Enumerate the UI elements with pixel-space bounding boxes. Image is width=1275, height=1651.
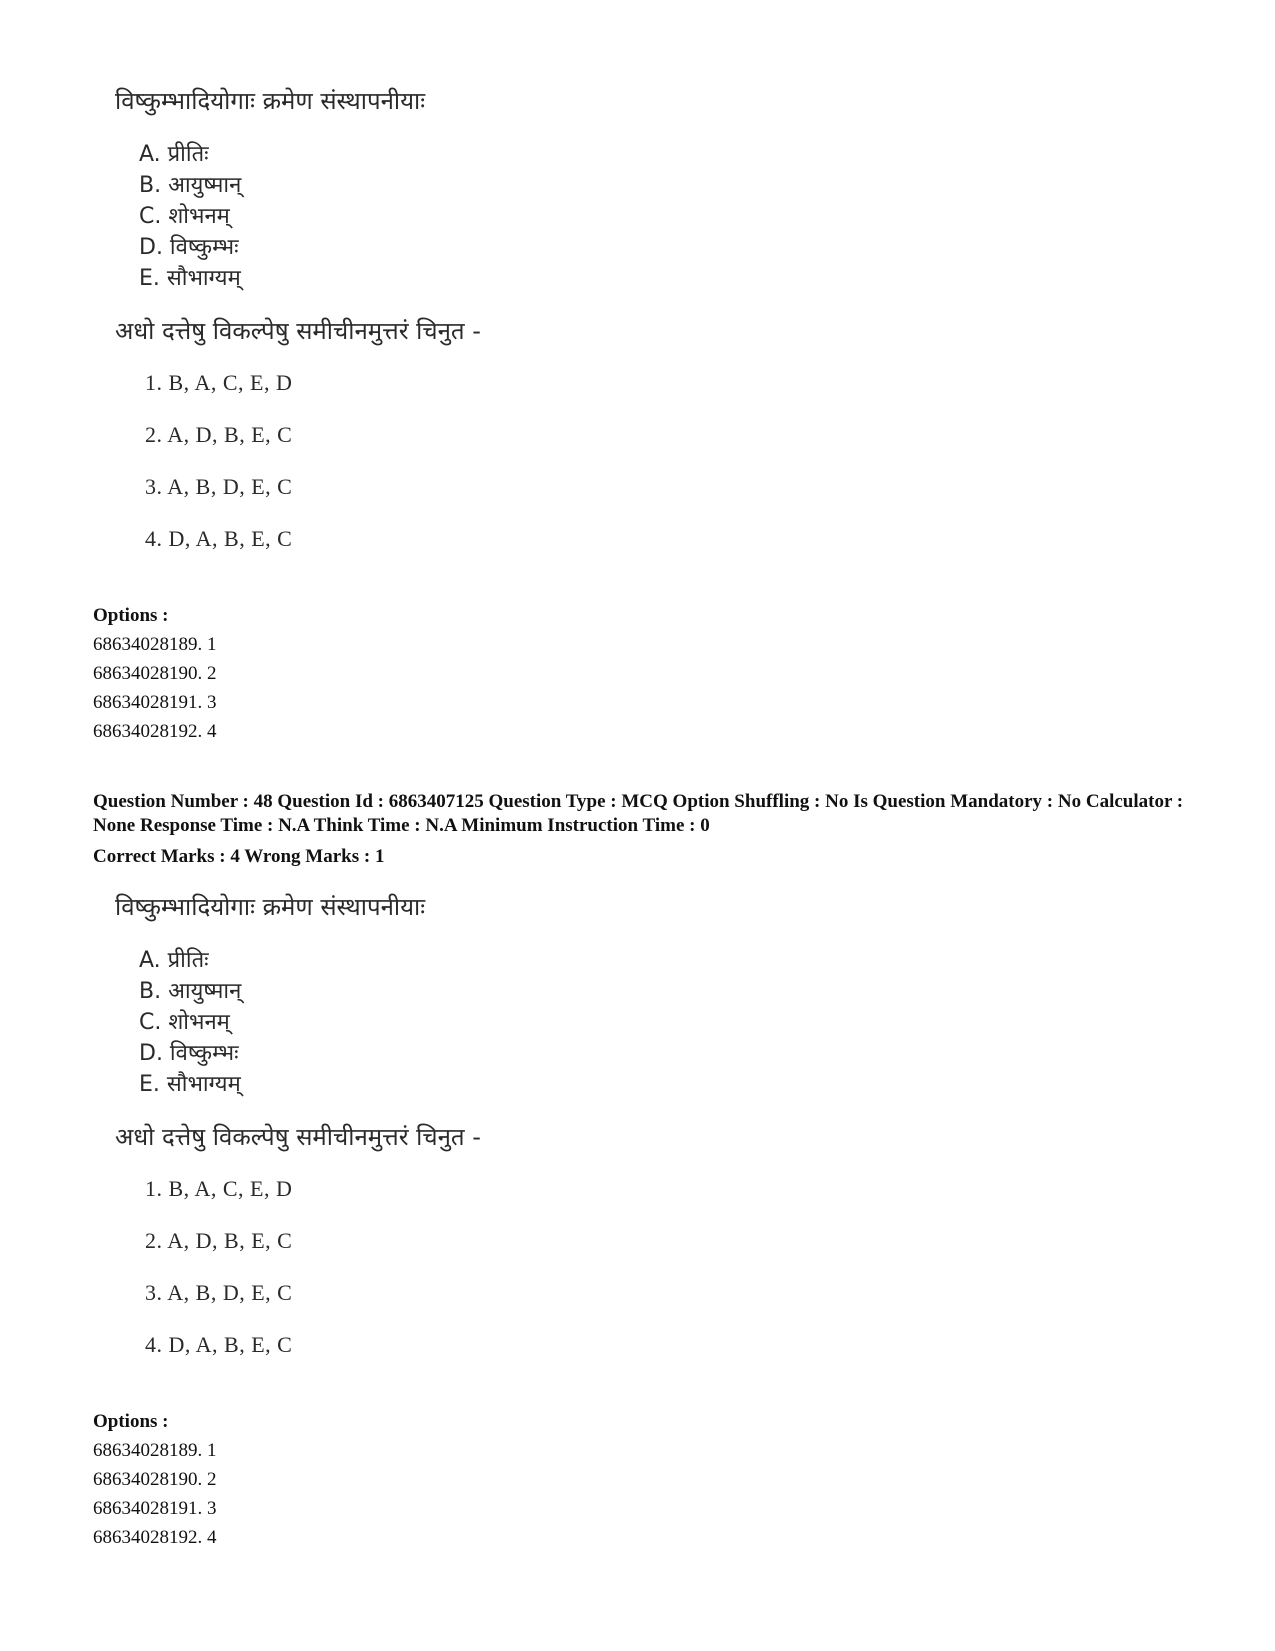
option-row: 68634028189. 1 xyxy=(93,634,217,655)
list-item: A. प्रीतिः xyxy=(139,948,209,973)
question-meta: Question Number : 48 Question Id : 6863407125 Question Type : MCQ Option Shuffling : No Is Question Mandatory : No Calculator : None Response Time : N.A Think Time : N.A Minimum Instruction Time : 0 xyxy=(93,791,1184,836)
list-item: E. सौभाग्यम् xyxy=(139,1072,241,1097)
question-heading: विष्कुम्भादियोगाः क्रमेण संस्थापनीयाः xyxy=(115,893,426,921)
option-row: 68634028191. 3 xyxy=(93,1498,217,1519)
list-item: D. विष्कुम्भः xyxy=(139,1041,239,1066)
answer-choice: 2. A, D, B, E, C xyxy=(145,422,293,447)
option-row: 68634028192. 4 xyxy=(93,721,217,742)
option-row: 68634028192. 4 xyxy=(93,1527,217,1548)
option-row: 68634028189. 1 xyxy=(93,1440,217,1461)
option-row: 68634028190. 2 xyxy=(93,1469,217,1490)
option-row: 68634028191. 3 xyxy=(93,692,217,713)
question-prompt: अधो दत्तेषु विकल्पेषु समीचीनमुत्तरं चिनुत - xyxy=(115,317,481,345)
answer-choice: 3. A, B, D, E, C xyxy=(145,1280,293,1305)
answer-choice: 4. D, A, B, E, C xyxy=(145,1332,293,1357)
list-item: B. आयुष्मान् xyxy=(139,979,242,1004)
marks-meta: Correct Marks : 4 Wrong Marks : 1 xyxy=(93,846,385,867)
list-item: B. आयुष्मान् xyxy=(139,173,242,198)
answer-choice: 1. B, A, C, E, D xyxy=(145,370,293,395)
list-item: E. सौभाग्यम् xyxy=(139,266,241,291)
list-item: C. शोभनम् xyxy=(139,204,230,229)
question-heading: विष्कुम्भादियोगाः क्रमेण संस्थापनीयाः xyxy=(115,87,426,115)
options-label: Options : xyxy=(93,1411,169,1432)
options-label: Options : xyxy=(93,605,169,626)
option-row: 68634028190. 2 xyxy=(93,663,217,684)
list-item: A. प्रीतिः xyxy=(139,142,209,167)
question-prompt: अधो दत्तेषु विकल्पेषु समीचीनमुत्तरं चिनुत - xyxy=(115,1123,481,1151)
list-item: C. शोभनम् xyxy=(139,1010,230,1035)
answer-choice: 1. B, A, C, E, D xyxy=(145,1176,293,1201)
answer-choice: 4. D, A, B, E, C xyxy=(145,526,293,551)
answer-choice: 2. A, D, B, E, C xyxy=(145,1228,293,1253)
list-item: D. विष्कुम्भः xyxy=(139,235,239,260)
answer-choice: 3. A, B, D, E, C xyxy=(145,474,293,499)
